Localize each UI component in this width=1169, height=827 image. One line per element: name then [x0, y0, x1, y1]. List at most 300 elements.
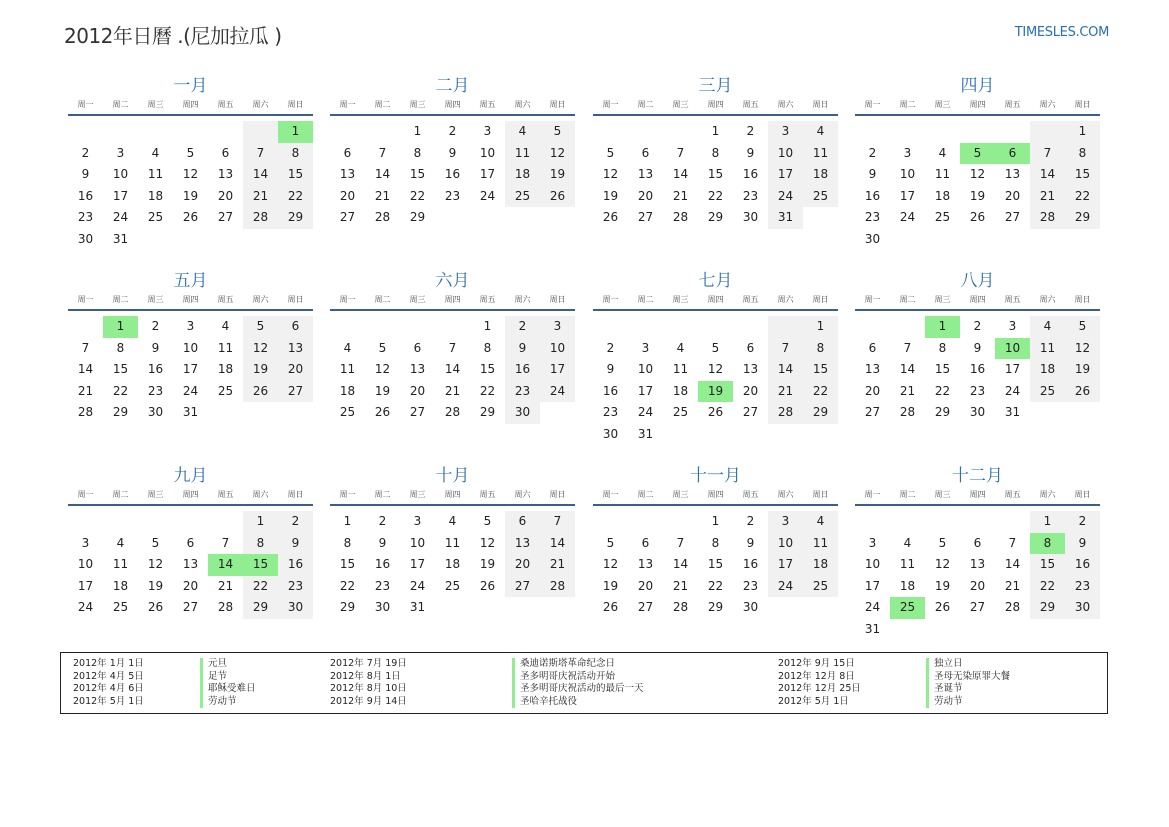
weekday-label: 周六	[252, 295, 269, 304]
empty-cell	[1065, 402, 1100, 424]
day-cell: 29	[934, 405, 951, 419]
empty-cell	[540, 207, 575, 229]
day-cell: 7	[221, 535, 230, 550]
holiday-date: 2012年 5月 1日	[778, 695, 849, 707]
day-cell: 28	[1030, 207, 1065, 229]
day-cell: 9	[81, 167, 90, 181]
weekday-header	[593, 293, 838, 311]
empty-cell	[365, 121, 400, 143]
day-cell: 2	[278, 511, 313, 533]
weekday-label: 周四	[444, 295, 461, 304]
day-cell: 22	[112, 383, 129, 398]
day-cell: 25	[672, 405, 689, 419]
empty-cell	[330, 316, 365, 338]
weekday-label: 周五	[479, 490, 496, 499]
holiday-name: 元旦	[200, 658, 256, 671]
holiday-list	[60, 652, 1108, 714]
day-cell: 2	[151, 319, 160, 333]
weekday-label: 周二	[112, 295, 129, 304]
weekday-label: 周三	[147, 295, 164, 304]
weekday-label: 周一	[339, 490, 356, 499]
month-name: 五月	[173, 271, 208, 291]
empty-cell	[890, 229, 925, 251]
empty-cell	[628, 121, 663, 143]
weekday-header	[68, 293, 313, 311]
day-cell: 7	[81, 340, 90, 355]
day-cell: 4	[448, 514, 457, 528]
holiday-date: 2012年 9月 15日	[778, 658, 855, 669]
day-cell: 19	[934, 578, 951, 593]
day-cell: 18	[444, 557, 461, 571]
holiday-name: 足节	[200, 671, 256, 684]
day-cell: 7	[768, 338, 803, 360]
holiday-date: 2012年 12月 8日	[778, 670, 855, 682]
day-cell: 27	[339, 210, 356, 224]
day-cell: 11	[934, 167, 951, 181]
day-cell: 16	[374, 557, 391, 571]
day-cell: 6	[343, 145, 352, 160]
empty-cell	[593, 511, 628, 533]
day-cell: 1	[413, 124, 422, 138]
day-cell: 21	[1030, 186, 1065, 208]
day-cell: 14	[77, 362, 94, 376]
day-cell: 10	[768, 533, 803, 555]
day-cell: 9	[151, 340, 160, 355]
weekday-label: 周二	[899, 100, 916, 109]
day-cell: 4	[221, 319, 230, 333]
day-cell: 9	[505, 338, 540, 360]
empty-cell	[855, 316, 890, 338]
day-cell: 10	[899, 167, 916, 181]
weekday-label: 周日	[549, 490, 566, 499]
empty-cell	[803, 424, 838, 446]
day-cell: 25	[147, 210, 164, 224]
day-cell: 8	[711, 535, 720, 550]
day-cell: 17	[637, 383, 654, 398]
weekday-label: 周六	[1039, 295, 1056, 304]
month-name: 九月	[173, 466, 208, 486]
holiday-name: 圣哈辛托战役	[512, 696, 644, 709]
day-cell: 8	[278, 143, 313, 165]
empty-cell	[173, 511, 208, 533]
empty-cell	[960, 121, 995, 143]
empty-cell	[278, 402, 313, 424]
day-cell: 18	[899, 578, 916, 593]
day-cell: 8	[413, 145, 422, 160]
day-cell: 30	[742, 600, 759, 614]
weekday-label: 周五	[742, 490, 759, 499]
day-cell: 29	[278, 207, 313, 229]
empty-cell	[995, 619, 1030, 641]
weekday-header	[593, 488, 838, 506]
day-cell: 29	[1030, 597, 1065, 619]
month-block	[68, 465, 313, 619]
day-cell: 2	[746, 514, 755, 528]
day-cell: 23	[864, 210, 881, 224]
day-cell: 2	[868, 145, 877, 160]
day-cell: 3	[768, 121, 803, 143]
day-cell: 7	[676, 535, 685, 550]
holiday-names-col-3	[926, 658, 1010, 708]
day-cell: 12	[374, 362, 391, 376]
holiday-date: 2012年 8月 10日	[330, 683, 407, 694]
holiday-dates-col-1	[73, 658, 144, 708]
day-cell: 7	[1008, 535, 1017, 550]
holiday-name: 耶稣受难日	[200, 683, 256, 696]
day-cell: 11	[899, 557, 916, 571]
day-cell: 31	[1004, 405, 1021, 419]
weekday-label: 周三	[147, 100, 164, 109]
month-block	[593, 465, 838, 619]
weekday-label: 周二	[899, 490, 916, 499]
day-cell: 15	[934, 362, 951, 376]
day-cell: 27	[409, 405, 426, 419]
day-cell: 3	[483, 124, 492, 138]
day-cell: 30	[278, 597, 313, 619]
day-cell: 28	[540, 576, 575, 598]
day-cell: 9	[868, 167, 877, 181]
weekday-label: 周日	[1074, 490, 1091, 499]
weekday-label: 周一	[339, 295, 356, 304]
day-cell: 25	[803, 186, 838, 208]
day-grid	[593, 121, 838, 229]
day-cell: 15	[339, 557, 356, 571]
day-cell: 19	[698, 381, 733, 403]
weekday-label: 周三	[409, 295, 426, 304]
weekday-label: 周六	[1039, 490, 1056, 499]
month-name: 十月	[435, 466, 470, 486]
day-cell: 1	[103, 316, 138, 338]
day-cell: 11	[803, 143, 838, 165]
holiday-date: 2012年 4月 5日	[73, 670, 144, 682]
holiday-date: 2012年 4月 6日	[73, 683, 144, 694]
weekday-label: 周二	[637, 490, 654, 499]
weekday-label: 周一	[602, 295, 619, 304]
day-cell: 20	[278, 359, 313, 381]
day-cell: 19	[182, 188, 199, 203]
empty-cell	[890, 316, 925, 338]
day-cell: 14	[444, 362, 461, 376]
month-block	[68, 270, 313, 424]
day-cell: 4	[151, 145, 160, 160]
empty-cell	[733, 424, 768, 446]
day-cell: 10	[182, 340, 199, 355]
empty-cell	[103, 511, 138, 533]
day-cell: 27	[637, 600, 654, 614]
day-cell: 23	[742, 578, 759, 593]
day-cell: 16	[278, 554, 313, 576]
empty-cell	[330, 121, 365, 143]
day-grid	[593, 316, 838, 445]
holiday-name: 桑迪诺斯塔革命纪念日	[512, 658, 644, 671]
day-cell: 23	[444, 188, 461, 203]
day-cell: 9	[973, 340, 982, 355]
day-cell: 22	[243, 576, 278, 598]
holiday-name: 圣诞节	[926, 683, 1010, 696]
weekday-label: 周五	[1004, 295, 1021, 304]
empty-cell	[208, 511, 243, 533]
day-cell: 3	[186, 319, 195, 333]
weekday-label: 周三	[934, 100, 951, 109]
day-cell: 8	[1030, 533, 1065, 555]
weekday-header	[855, 293, 1100, 311]
day-cell: 5	[483, 514, 492, 528]
day-cell: 23	[278, 576, 313, 598]
day-cell: 24	[1004, 383, 1021, 398]
page-title: 2012年日曆 .(尼加拉瓜 )	[64, 24, 282, 48]
day-cell: 24	[637, 405, 654, 419]
weekday-label: 周日	[549, 295, 566, 304]
month-block	[330, 270, 575, 424]
empty-cell	[138, 511, 173, 533]
day-cell: 30	[147, 405, 164, 419]
day-cell: 26	[147, 600, 164, 614]
empty-cell	[1065, 229, 1100, 251]
weekday-label: 周日	[287, 100, 304, 109]
day-cell: 1	[243, 511, 278, 533]
weekday-label: 周一	[77, 100, 94, 109]
day-cell: 27	[217, 210, 234, 224]
site-link[interactable]: TIMESLES.COM	[1014, 25, 1109, 40]
day-cell: 20	[637, 578, 654, 593]
day-cell: 27	[969, 600, 986, 614]
day-cell: 28	[672, 600, 689, 614]
day-cell: 3	[641, 340, 650, 355]
day-cell: 17	[182, 362, 199, 376]
day-cell: 20	[742, 383, 759, 398]
day-cell: 10	[864, 557, 881, 571]
empty-cell	[435, 316, 470, 338]
day-cell: 7	[378, 145, 387, 160]
day-cell: 21	[768, 381, 803, 403]
day-cell: 29	[479, 405, 496, 419]
day-cell: 6	[505, 511, 540, 533]
day-cell: 6	[641, 535, 650, 550]
day-cell: 20	[409, 383, 426, 398]
day-cell: 14	[243, 164, 278, 186]
day-cell: 18	[934, 188, 951, 203]
holiday-names-col-1	[200, 658, 256, 708]
day-cell: 12	[707, 362, 724, 376]
day-cell: 23	[742, 188, 759, 203]
day-cell: 12	[540, 143, 575, 165]
day-cell: 16	[969, 362, 986, 376]
month-name: 十二月	[952, 466, 1003, 486]
day-cell: 19	[479, 557, 496, 571]
day-cell: 29	[243, 597, 278, 619]
day-cell: 11	[147, 167, 164, 181]
day-cell: 30	[602, 426, 619, 441]
day-cell: 28	[444, 405, 461, 419]
day-cell: 11	[803, 533, 838, 555]
day-grid	[68, 316, 313, 424]
weekday-header	[855, 488, 1100, 506]
empty-cell	[208, 229, 243, 251]
day-cell: 26	[182, 210, 199, 224]
day-cell: 25	[934, 210, 951, 224]
weekday-label: 周三	[672, 100, 689, 109]
day-cell: 25	[890, 597, 925, 619]
month-block	[330, 75, 575, 229]
empty-cell	[890, 511, 925, 533]
day-cell: 24	[409, 578, 426, 593]
empty-cell	[470, 207, 505, 229]
day-cell: 16	[505, 359, 540, 381]
day-cell: 24	[182, 383, 199, 398]
day-cell: 14	[1004, 557, 1021, 571]
empty-cell	[435, 207, 470, 229]
month-name: 四月	[960, 76, 995, 96]
day-cell: 10	[112, 167, 129, 181]
weekday-header	[593, 98, 838, 116]
day-cell: 21	[374, 188, 391, 203]
day-cell: 29	[803, 402, 838, 424]
weekday-label: 周六	[777, 490, 794, 499]
day-cell: 14	[899, 362, 916, 376]
weekday-label: 周五	[479, 295, 496, 304]
day-cell: 22	[409, 188, 426, 203]
day-cell: 27	[182, 600, 199, 614]
day-cell: 3	[768, 511, 803, 533]
weekday-label: 周日	[812, 295, 829, 304]
empty-cell	[400, 316, 435, 338]
day-cell: 5	[606, 145, 615, 160]
day-grid	[330, 121, 575, 229]
day-cell: 17	[768, 554, 803, 576]
empty-cell	[173, 229, 208, 251]
day-cell: 13	[742, 362, 759, 376]
day-cell: 6	[868, 340, 877, 355]
day-cell: 13	[969, 557, 986, 571]
day-cell: 26	[969, 210, 986, 224]
day-cell: 26	[1065, 381, 1100, 403]
holiday-name: 独立日	[926, 658, 1010, 671]
day-cell: 21	[77, 383, 94, 398]
day-cell: 5	[186, 145, 195, 160]
day-cell: 9	[378, 535, 387, 550]
day-cell: 29	[707, 210, 724, 224]
day-cell: 13	[637, 557, 654, 571]
day-cell: 4	[938, 145, 947, 160]
day-cell: 25	[1030, 381, 1065, 403]
holiday-date: 2012年 9月 14日	[330, 695, 407, 707]
day-cell: 25	[803, 576, 838, 598]
holiday-dates-col-3	[778, 658, 861, 708]
day-cell: 17	[112, 188, 129, 203]
day-cell: 25	[505, 186, 540, 208]
weekday-label: 周四	[969, 100, 986, 109]
day-cell: 3	[413, 514, 422, 528]
day-cell: 12	[602, 557, 619, 571]
day-cell: 13	[217, 167, 234, 181]
day-cell: 12	[1065, 338, 1100, 360]
weekday-label: 周二	[374, 295, 391, 304]
weekday-label: 周二	[374, 100, 391, 109]
weekday-label: 周四	[182, 490, 199, 499]
day-cell: 6	[995, 143, 1030, 165]
empty-cell	[1065, 619, 1100, 641]
day-cell: 3	[540, 316, 575, 338]
holiday-date: 2012年 8月 1日	[330, 670, 401, 682]
day-cell: 30	[742, 210, 759, 224]
day-cell: 14	[672, 167, 689, 181]
weekday-label: 周五	[1004, 100, 1021, 109]
day-cell: 6	[413, 340, 422, 355]
day-cell: 16	[77, 188, 94, 203]
day-cell: 23	[1065, 576, 1100, 598]
month-block	[330, 465, 575, 619]
day-cell: 4	[1030, 316, 1065, 338]
day-cell: 3	[81, 535, 90, 550]
day-cell: 24	[540, 381, 575, 403]
day-cell: 23	[505, 381, 540, 403]
day-grid	[68, 511, 313, 619]
day-cell: 10	[479, 145, 496, 160]
empty-cell	[733, 316, 768, 338]
day-cell: 19	[602, 188, 619, 203]
day-cell: 20	[637, 188, 654, 203]
day-cell: 18	[672, 383, 689, 398]
empty-cell	[243, 121, 278, 143]
day-cell: 22	[1065, 186, 1100, 208]
day-cell: 1	[483, 319, 492, 333]
day-cell: 2	[378, 514, 387, 528]
day-cell: 26	[602, 210, 619, 224]
weekday-label: 周四	[707, 100, 724, 109]
day-cell: 7	[676, 145, 685, 160]
weekday-label: 周五	[1004, 490, 1021, 499]
day-cell: 29	[112, 405, 129, 419]
day-cell: 16	[444, 167, 461, 181]
empty-cell	[505, 597, 540, 619]
day-cell: 1	[925, 316, 960, 338]
month-name: 八月	[960, 271, 995, 291]
weekday-header	[330, 98, 575, 116]
empty-cell	[435, 597, 470, 619]
weekday-header	[330, 488, 575, 506]
day-cell: 9	[278, 533, 313, 555]
empty-cell	[925, 511, 960, 533]
empty-cell	[470, 597, 505, 619]
day-cell: 30	[864, 231, 881, 246]
weekday-label: 周日	[287, 295, 304, 304]
day-cell: 20	[505, 554, 540, 576]
day-cell: 21	[899, 383, 916, 398]
day-cell: 1	[343, 514, 352, 528]
weekday-label: 周一	[602, 100, 619, 109]
month-name: 二月	[435, 76, 470, 96]
day-cell: 24	[899, 210, 916, 224]
day-cell: 21	[1004, 578, 1021, 593]
day-grid	[593, 511, 838, 619]
day-cell: 17	[768, 164, 803, 186]
day-cell: 17	[409, 557, 426, 571]
day-cell: 13	[182, 557, 199, 571]
day-cell: 24	[864, 600, 881, 614]
day-cell: 6	[641, 145, 650, 160]
weekday-label: 周日	[812, 100, 829, 109]
day-cell: 15	[803, 359, 838, 381]
day-cell: 15	[707, 167, 724, 181]
day-cell: 29	[1065, 207, 1100, 229]
day-cell: 26	[479, 578, 496, 593]
day-cell: 18	[1030, 359, 1065, 381]
day-cell: 29	[707, 600, 724, 614]
empty-cell	[663, 316, 698, 338]
day-cell: 25	[112, 600, 129, 614]
day-cell: 5	[243, 316, 278, 338]
day-cell: 29	[409, 210, 426, 224]
